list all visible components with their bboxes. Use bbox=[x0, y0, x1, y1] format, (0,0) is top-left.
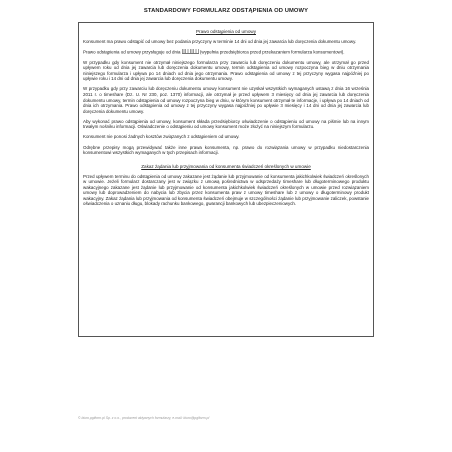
section-title-withdrawal-right: Prawo odstąpienia od umowy bbox=[195, 29, 256, 34]
section-title-prohibition: Zakaz żądania lub przyjmowania od konsumenta świadczeń określonych w umowie bbox=[141, 163, 311, 169]
paragraph-6: Konsument nie ponosi żadnych kosztów związanych z odstąpieniem od umowy. bbox=[83, 134, 240, 140]
paragraph-2-before: Prawo odstąpienia od umowy przysługuje od dnia bbox=[83, 49, 181, 55]
form-box bbox=[78, 22, 374, 337]
footer-copyright: © biuro.pgiform.pl Sp. z o.o., producent aktywnych formularzy, e-mail: biuro@pgiform.pl bbox=[78, 416, 210, 420]
paragraph-2-after: (wypełnia przedsiębiorca przed przekazaniem formularza konsumentowi). bbox=[199, 49, 345, 55]
paragraph-7: Odrębne przepisy mogą przewidywać także inne prawa konsumenta, np. prawo do rozwiązania umowy w przypadku niedostarczenia konsumentowi wszystkich wymaganych w tych przepisach informacji. bbox=[83, 144, 369, 156]
paragraph-5: Aby wykonać prawo odstąpienia od umowy, konsument składa przedsiębiorcy oświadczenie o odstąpieniu od umowy na piśmie lub na innym trwałym nośniku informacji. Oświadczenie o odstąpieniu od umowy konsument może złożyć na niniejszym formularzu. bbox=[83, 118, 369, 130]
page-title: STANDARDOWY FORMULARZ ODSTĄPIENIA OD UMOWY bbox=[143, 8, 309, 14]
date-blank-field[interactable] bbox=[182, 49, 199, 54]
paragraph-4: W przypadku gdy przy zawarciu lub doręczeniu dokumentu umowy konsument nie uzyskał wszystkich wymaganych ustawą z dnia 16 września 2011 r. o timeshare (Dz. U. Nr 230, poz. 1370) informacji, ale otrzymał je przed upływem 3 miesięcy od dnia jej zawarcia lub doręczenia dokumentu umowy, termin odstąpienia od umowy rozpoczyna bieg w dniu, w którym konsument otrzymał te informacje, i upływa po 14 dniach od dnia ich otrzymania. Prawo odstąpienia od umowy z tej przyczyny wygasa najpóźniej po upływie 3 miesięcy i 14 dni od dnia jej zawarcia lub doręczenia dokumentu umowy. bbox=[83, 86, 369, 114]
paragraph-1: Konsument ma prawo odstąpić od umowy bez podania przyczyny w terminie 14 dni od dnia jej zawarcia lub doręczenia dokumentu umowy. bbox=[83, 39, 357, 44]
paragraph-8: Przed upływem terminu do odstąpienia od umowy zakazane jest żądanie lub przyjmowanie od konsumenta jakichkolwiek świadczeń określonych w umowie. Jeżeli formularz dostarczany jest w związku z umową pośrednictwa w odsprzedaży timeshare lub długoterminowego produktu wakacyjnego zakazane jest żądanie lub przyjmowanie od konsumenta jakichkolwiek świadczeń określonych w umowie przed rozwiązaniem umowy lub doprowadzeniem do nabycia lub zbycia przez konsumenta praw z umowy timeshare lub z umowy o długoterminowy produkt wakacyjny. Zakaz żądania lub przyjmowania od konsumenta świadczeń obejmuje w szczególności żądanie lub przyjmowanie zaliczek, powstanie oświadczenia o uznaniu długu, blokady rachunku bankowego, gwarancji bankowych lub ubezpieczeniowych. bbox=[83, 173, 369, 207]
paragraph-3: W przypadku gdy konsument nie otrzymał niniejszego formularza przy zawarciu lub doręczeniu dokumentu umowy, ale otrzymał go przed upływem roku od dnia jej zawarcia lub doręczenia dokumentu umowy, termin odstąpienia od umowy rozpoczyna bieg w dniu otrzymania niniejszego formularza i upływa po 14 dniach od dnia jego otrzymania. Prawo odstąpienia od umowy z tej przyczyny wygasa najpóźniej po upływie roku i 14 dni od dnia jej zawarcia lub doręczenia dokumentu umowy. bbox=[83, 59, 369, 82]
paragraph-2 bbox=[83, 49, 369, 55]
